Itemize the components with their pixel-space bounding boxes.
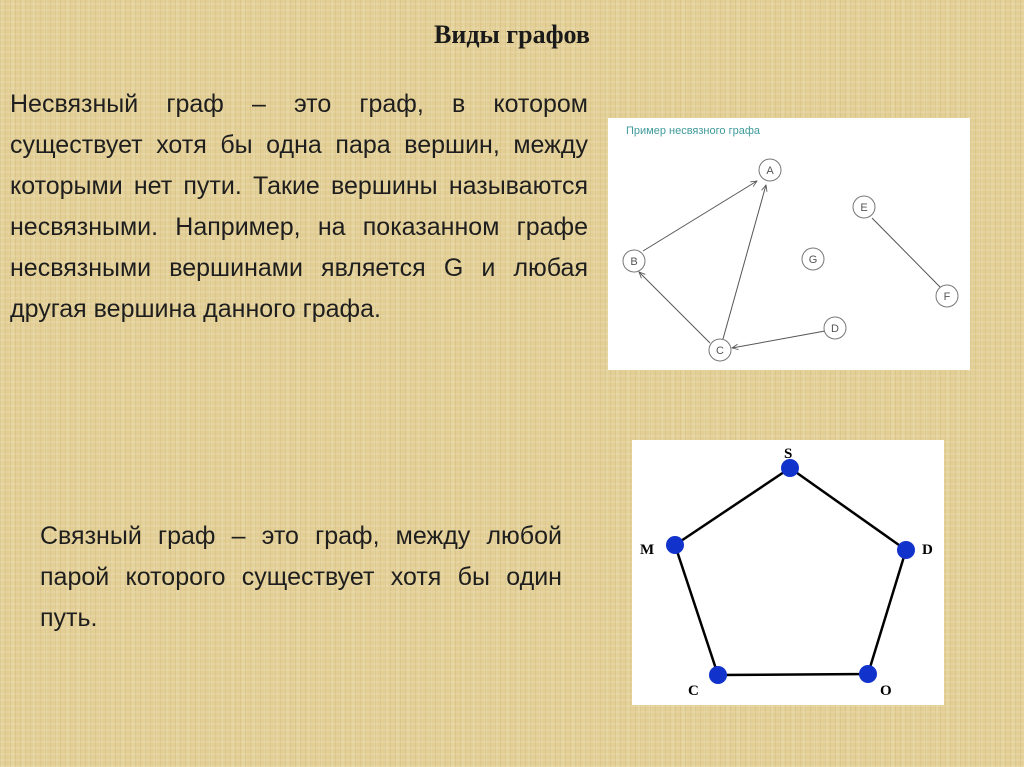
node-d [897, 541, 915, 559]
node-m-label: M [640, 542, 655, 558]
node-c-label: C [716, 345, 724, 357]
edge-c-b [639, 272, 710, 343]
figure-caption: Пример несвязного графа [626, 125, 760, 137]
node-e [853, 196, 875, 218]
node-f-label: F [943, 291, 951, 303]
node-g-label: G [808, 254, 818, 266]
connected-graph-edges [675, 468, 906, 675]
connected-graph-figure [632, 440, 944, 705]
connected-graph-svg [632, 440, 944, 705]
node-c [709, 339, 731, 361]
node-m [666, 536, 684, 554]
edge-c-a [723, 185, 766, 339]
node-d-label: D [922, 542, 933, 558]
node-d-label: D [831, 323, 839, 335]
edge-b-a [643, 181, 757, 251]
node-g [802, 248, 824, 270]
disconnected-graph-definition: Несвязный граф – это граф, в котором существует хотя бы одна пара вершин, между которыми нет пути. Такие вершины называются несвязными. Например, на показанном графе несвязными вершинами является G и любая другая вершина данного графа. [10, 90, 588, 323]
edge-d-c [732, 331, 825, 348]
node-e-label: E [860, 202, 868, 214]
node-a [759, 159, 781, 181]
node-o-label: O [880, 683, 892, 699]
node-f [936, 285, 958, 307]
node-b-label: B [630, 256, 638, 268]
disconnected-graph-figure [608, 118, 970, 370]
node-c [709, 666, 727, 684]
node-d [824, 317, 846, 339]
node-c-label: C [688, 683, 699, 699]
node-a-label: A [766, 165, 774, 177]
node-s-label: S [784, 446, 793, 462]
disconnected-graph-svg [608, 118, 970, 370]
node-b [623, 250, 645, 272]
edge-e-f [872, 218, 941, 288]
node-o [859, 665, 877, 683]
connected-graph-definition: Связный граф – это граф, между любой парой которого существует хотя бы один путь. [40, 522, 562, 632]
page-title: Виды графов [434, 20, 590, 49]
